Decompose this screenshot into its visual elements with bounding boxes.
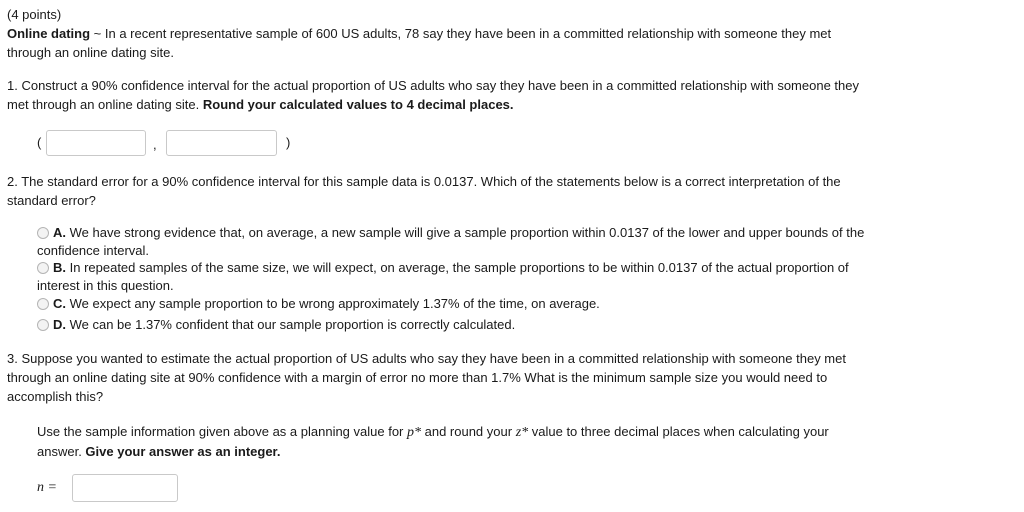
q3-note: Use the sample information given above as a planning value for p* and round your z* value to three decimal places when calculating your answer. Give your answer as an integer. [37,424,829,459]
open-paren: ( [37,135,42,150]
ci-upper-input[interactable] [166,130,277,156]
points-label: (4 points) [7,7,62,22]
q2-text: 2. The standard error for a 90% confidence interval for this sample data is 0.0137. Which of the statements below is a correct interpretation of the standard error? [7,174,841,208]
option-c-radio[interactable] [37,298,49,310]
option-a-radio[interactable] [37,227,49,239]
intro-title: Online dating [7,26,91,41]
n-label: n = [37,480,57,495]
q3-text: 3. Suppose you wanted to estimate the actual proportion of US adults who say they have been in a committed relationship with someone they met through an online dating site at 90% confidence with a margin of error no more than 1.7% What is the minimum sample size you would need to accomplish this? [7,351,846,404]
option-b[interactable]: B. In repeated samples of the same size, we will expect, on average, the sample proportions to be within 0.0137 of the actual proportion of interest in this question. [37,260,849,293]
q1-text: 1. Construct a 90% confidence interval for the actual proportion of US adults who say they have been in a committed relationship with someone they met through an online dating site. Round your calculated values to 4 decimal places. [7,78,859,112]
option-d-radio[interactable] [37,319,49,331]
comma: , [153,137,157,152]
ci-lower-input[interactable] [46,130,146,156]
z-star: z* [515,425,529,440]
intro-text: Online dating ~ In a recent representative sample of 600 US adults, 78 say they have been in a committed relationship with someone they met through an online dating site. [7,26,832,60]
sample-size-input[interactable] [72,474,178,502]
option-c[interactable]: C. We expect any sample proportion to be wrong approximately 1.37% of the time, on average. [37,295,937,313]
option-b-radio[interactable] [37,262,49,274]
close-paren: ) [286,135,291,150]
intro-line2: through an online dating site. [7,45,174,60]
option-d[interactable]: D. We can be 1.37% confident that our sample proportion is correctly calculated. [37,316,937,334]
p-star: p* [407,425,421,440]
option-a[interactable]: A. We have strong evidence that, on average, a new sample will give a sample proportion within 0.0137 of the lower and upper bounds of the confidence interval. [37,225,865,258]
intro-line1: In a recent representative sample of 600 US adults, 78 say they have been in a committed relationship with someone they met [104,26,832,41]
